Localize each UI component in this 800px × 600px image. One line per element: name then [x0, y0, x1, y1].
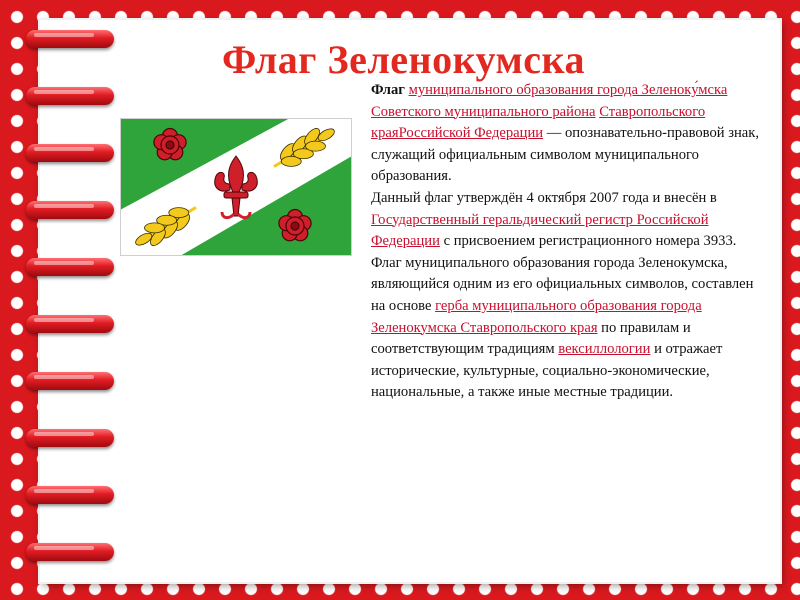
binding-ring: [26, 429, 114, 447]
binding-ring: [26, 201, 114, 219]
link-coat-of-arms[interactable]: герба муниципального образования города Зеленокумска Ставропольского края: [371, 297, 702, 336]
link-vexillology[interactable]: вексиллологии: [558, 341, 651, 358]
binding-ring: [26, 543, 114, 561]
link-sovetsky-district[interactable]: Советского муниципального района: [371, 103, 596, 120]
link-russian-federation[interactable]: Российской Федерации: [398, 125, 544, 142]
link-municipal-formation[interactable]: муниципального образования города Зеленоку́мска: [408, 82, 728, 98]
text-segment: с присвоением регистрационного номера 3933.: [439, 233, 737, 250]
text-segment: Данный флаг утверждён 4 октября 2007 года и внесён в: [371, 189, 717, 206]
binding-ring: [26, 258, 114, 276]
paragraph-registration: [371, 188, 763, 253]
paragraph-description: [371, 253, 763, 404]
paragraph-definition: [371, 80, 763, 188]
binding-ring: [26, 486, 114, 504]
binding-ring: [26, 87, 114, 105]
text-segment: Флаг муниципального образования города Зеленокумска, являющийся одним из его официальных символов, составлен на основе: [371, 254, 754, 314]
slide-title: Флаг Зеленокумска: [222, 37, 585, 82]
binding-ring: [26, 372, 114, 390]
bold-word: Флаг: [371, 82, 405, 98]
binding-ring: [26, 144, 114, 162]
text-segment: по правилам и соответствующим традициям: [371, 319, 691, 358]
binding-ring: [26, 30, 114, 48]
zelenokumsk-flag-image: [120, 118, 352, 256]
link-stavropol-krai[interactable]: Ставропольского края: [371, 103, 706, 142]
binding-ring: [26, 315, 114, 333]
link-heraldic-register[interactable]: Государственный геральдический регистр Российской Федерации: [371, 211, 709, 250]
text-segment: и отражает исторические, культурные, социально-экономические, национальные, а также иные местные традиции.: [371, 341, 723, 401]
article-text: [371, 80, 763, 404]
text-segment: — опознавательно-правовой знак, служащий официальным символом муниципального образования.: [371, 125, 759, 185]
